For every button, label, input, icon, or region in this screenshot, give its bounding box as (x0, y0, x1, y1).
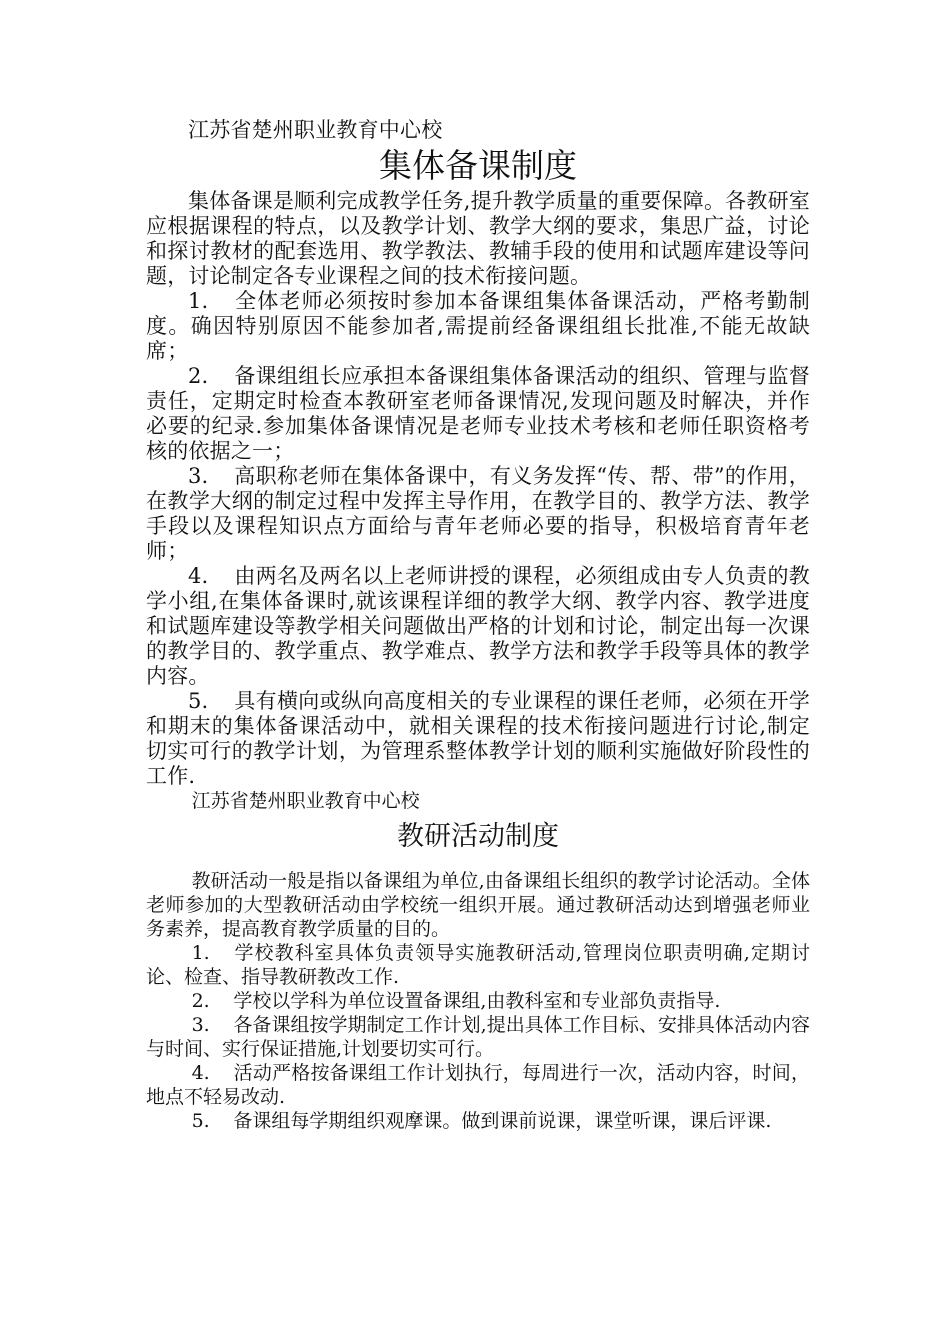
rule-number: 3. (188, 464, 209, 488)
rule-item (146, 1109, 810, 1133)
teaching-research-section (146, 789, 810, 1133)
document-page (146, 118, 810, 1133)
rule-number: 1. (191, 942, 210, 964)
rule-item (146, 464, 810, 564)
rule-item (146, 989, 810, 1013)
rule-item (146, 364, 810, 464)
rule-text: 全体老师必须按时参加本备课组集体备课活动，严格考勤制度。确因特别原因不能参加者,需提前经备课组组长批准,不能无故缺席； (146, 289, 810, 363)
rule-item (146, 689, 810, 789)
rule-text: 具有横向或纵向高度相关的专业课程的课任老师，必须在开学和期末的集体备课活动中，就相关课程的技术衔接问题进行讨论,制定切实可行的教学计划，为管理系整体教学计划的顺利实施做好阶段性的工作. (146, 689, 810, 788)
rule-number: 1. (188, 289, 209, 313)
rule-number: 5. (191, 1110, 210, 1132)
rule-item (146, 941, 810, 989)
rule-text: 各备课组按学期制定工作计划,提出具体工作目标、安排具体活动内容与时间、实行保证措施,计划要切实可行。 (146, 1014, 810, 1060)
school-name: 江苏省楚州职业教育中心校 (188, 118, 443, 142)
rule-text: 备课组组长应承担本备课组集体备课活动的组织、管理与监督责任，定期定时检查本教研室老师备课情况,发现问题及时解决，并作必要的纪录.参加集体备课情况是老师专业技术考核和老师任职资格考核的依据之一； (146, 364, 810, 463)
section-title: 教研活动制度 (397, 821, 559, 852)
rule-item (146, 1013, 810, 1061)
rule-number: 4. (191, 1062, 210, 1084)
rule-number: 2. (191, 990, 210, 1012)
rule-text: 高职称老师在集体备课中，有义务发挥“传、帮、带”的作用，在教学大纲的制定过程中发挥主导作用，在教学目的、教学方法、教学手段以及课程知识点方面给与青年老师必要的指导，积极培育青年老师； (146, 464, 810, 563)
section-intro: 集体备课是顺利完成教学任务,提升教学质量的重要保障。各教研室应根据课程的特点，以及教学计划、教学大纲的要求，集思广益，讨论和探讨教材的配套选用、教学教法、教辅手段的使用和试题库建设等问题，讨论制定各专业课程之间的技术衔接问题。 (146, 189, 810, 288)
rule-text: 学校以学科为单位设置备课组,由教科室和专业部负责指导. (233, 990, 721, 1012)
school-name: 江苏省楚州职业教育中心校 (191, 790, 420, 812)
rule-number: 4. (188, 564, 209, 588)
rule-item (146, 564, 810, 689)
rule-text: 活动严格按备课组工作计划执行，每周进行一次，活动内容，时间，地点不轻易改动. (146, 1062, 810, 1108)
rule-text: 由两名及两名以上老师讲授的课程，必须组成由专人负责的教学小组,在集体备课时,就该课程详细的教学大纲、教学内容、教学进度和试题库建设等教学相关问题做出严格的计划和讨论，制定出每一次课的教学目的、教学重点、教学难点、教学方法和教学手段等具体的教学内容。 (146, 564, 810, 688)
rule-item (146, 1061, 810, 1109)
rule-number: 2. (188, 364, 209, 388)
section-title: 集体备课制度 (379, 146, 577, 185)
rule-number: 3. (191, 1014, 210, 1036)
rule-number: 5. (188, 689, 209, 713)
rule-text: 备课组每学期组织观摩课。做到课前说课，课堂听课，课后评课. (233, 1110, 772, 1132)
collective-lesson-prep-section (146, 118, 810, 789)
section-intro: 教研活动一般是指以备课组为单位,由备课组长组织的教学讨论活动。全体老师参加的大型教研活动由学校统一组织开展。通过教研活动达到增强老师业务素养，提高教育教学质量的目的。 (146, 870, 810, 940)
rule-item (146, 289, 810, 364)
rule-text: 学校教科室具体负责领导实施教研活动,管理岗位职责明确,定期讨论、检查、指导教研教改工作. (146, 942, 810, 988)
